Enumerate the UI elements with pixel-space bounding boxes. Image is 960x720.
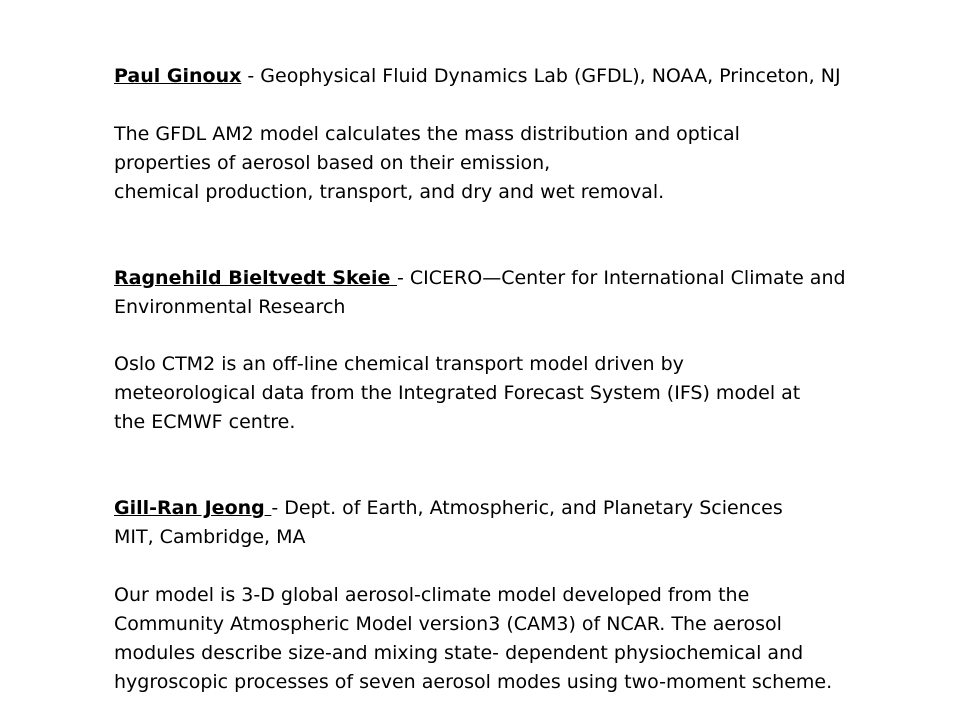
entry-3-description-line-2: Community Atmospheric Model version3 (CAM3) of NCAR. The aerosol <box>114 613 782 635</box>
entry-3-heading <box>114 494 783 523</box>
entry-2-description-line-3: the ECMWF centre. <box>114 411 296 433</box>
entry-3-affiliation-line-2: MIT, Cambridge, MA <box>114 526 306 548</box>
entry-3-description-line-1: Our model is 3-D global aerosol-climate model developed from the <box>114 584 750 606</box>
entry-1-name: Paul Ginoux <box>114 65 242 87</box>
entry-1-heading <box>114 62 841 91</box>
entry-1-description-line-2: properties of aerosol based on their emission, <box>114 152 551 174</box>
entry-2-affiliation-line-2: Environmental Research <box>114 296 346 318</box>
entry-2-affiliation-line-1: - CICERO—Center for International Climate and <box>397 267 846 289</box>
entry-1-description-line-1: The GFDL AM2 model calculates the mass distribution and optical <box>114 123 740 145</box>
entry-1-description-line-3: chemical production, transport, and dry and wet removal. <box>114 181 665 203</box>
entry-1-affiliation-line-1: - Geophysical Fluid Dynamics Lab (GFDL), NOAA, Princeton, NJ <box>241 65 841 87</box>
entry-2-heading <box>114 264 846 293</box>
entry-2-description-line-1: Oslo CTM2 is an off-line chemical transport model driven by <box>114 353 684 375</box>
entry-3-description-line-3: modules describe size-and mixing state- dependent physiochemical and <box>114 642 804 664</box>
entry-3-affiliation-line-1: - Dept. of Earth, Atmospheric, and Planetary Sciences <box>271 497 783 519</box>
entry-2-description-line-2: meteorological data from the Integrated Forecast System (IFS) model at <box>114 382 801 404</box>
entry-3-description-line-4: hygroscopic processes of seven aerosol modes using two-moment scheme. <box>114 671 833 693</box>
entry-3-name: Gill-Ran Jeong <box>114 497 272 519</box>
entry-2-name: Ragnehild Bieltvedt Skeie <box>114 267 397 289</box>
